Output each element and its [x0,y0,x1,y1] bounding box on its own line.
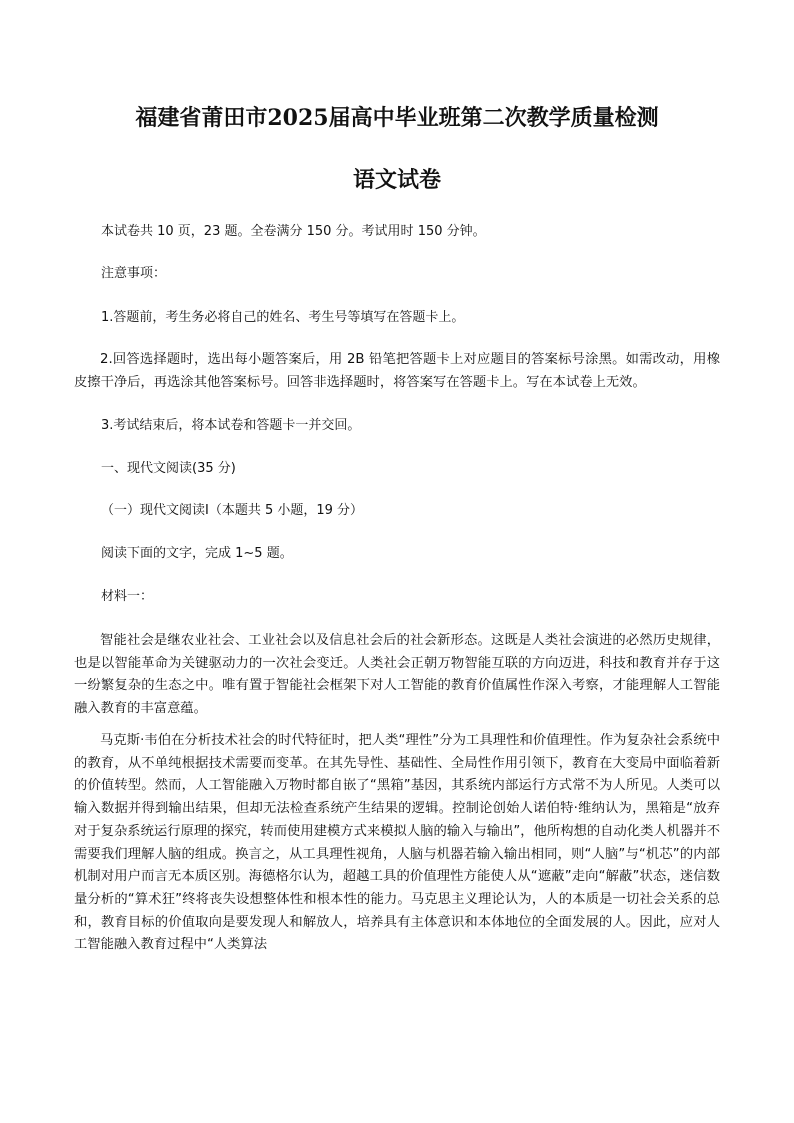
body-paragraph-2: 马克斯·韦伯在分析技术社会的时代特征时，把人类“理性”分为工具理性和价值理性。作为复杂社会系统中的教育，从不单纯根据技术需要而变革。在其先导性、基础性、全局性作用引领下，教育在大变局中面临着新的价值转型。然而，人工智能融入万物时都自嵌了“黑箱”基因，其系统内部运行方式常不为人所见。人类可以输入数据并得到输出结果，但却无法检查系统产生结果的逻辑。控制论创始人诺伯特·维纳认为，黑箱是“放弃对于复杂系统运行原理的探究，转而使用建模方式来模拟人脑的输入与输出”，他所构想的自动化类人机器并不需要我们理解人脑的组成。换言之，从工具理性视角，人脑与机器若输入输出相同，则“人脑”与“机芯”的内部机制对用户而言无本质区别。海德格尔认为，超越工具的价值理性方能使人从“遮蔽”走向“解蔽”状态，迷信数量分析的“算术狂”终将丧失设想整体性和根本性的能力。马克思主义理论认为，人的本质是一切社会关系的总和，教育目标的价值取向是要发现人和解放人，培养具有主体意识和本体地位的全面发展的人。因此，应对人工智能融入教育过程中“人类算法 [74,733,720,953]
reading-instruction: 阅读下面的文字，完成 1~5 题。 [101,546,293,561]
notice-item-2: 2.回答选择题时，选出每小题答案后，用 2B 铅笔把答题卡上对应题目的答案标号涂黑。如需改动，用橡皮擦干净后，再选涂其他答案标号。回答非选择题时，将答案写在答题卡上。写在本试卷上无效。 [74,352,720,390]
notice-heading: 注意事项： [101,266,167,281]
subsection-heading: （一）现代文阅读Ⅰ（本题共 5 小题，19 分） [101,503,364,518]
notice-item-1: 1.答题前，考生务必将自己的姓名、考生号等填写在答题卡上。 [101,310,465,325]
exam-title: 福建省莆田市2025届高中毕业班第二次教学质量检测 [135,105,659,131]
notice-item-3: 3.考试结束后，将本试卷和答题卡一并交回。 [101,418,361,433]
material-label: 材料一： [101,589,154,604]
exam-intro: 本试卷共 10 页，23 题。全卷满分 150 分。考试用时 150 分钟。 [101,224,486,239]
body-paragraph-1: 智能社会是继农业社会、工业社会以及信息社会后的社会新形态。这既是人类社会演进的必然历史规律，也是以智能革命为关键驱动力的一次社会变迁。人类社会正朝万物智能互联的方向迈进，科技和教育并存于这一纷繁复杂的生态之中。唯有置于智能社会框架下对人工智能的教育价值属性作深入考察，才能理解人工智能融入教育的丰富意蕴。 [74,633,720,717]
section-heading: 一、现代文阅读(35 分) [101,461,236,476]
exam-subject-title: 语文试卷 [352,167,441,193]
